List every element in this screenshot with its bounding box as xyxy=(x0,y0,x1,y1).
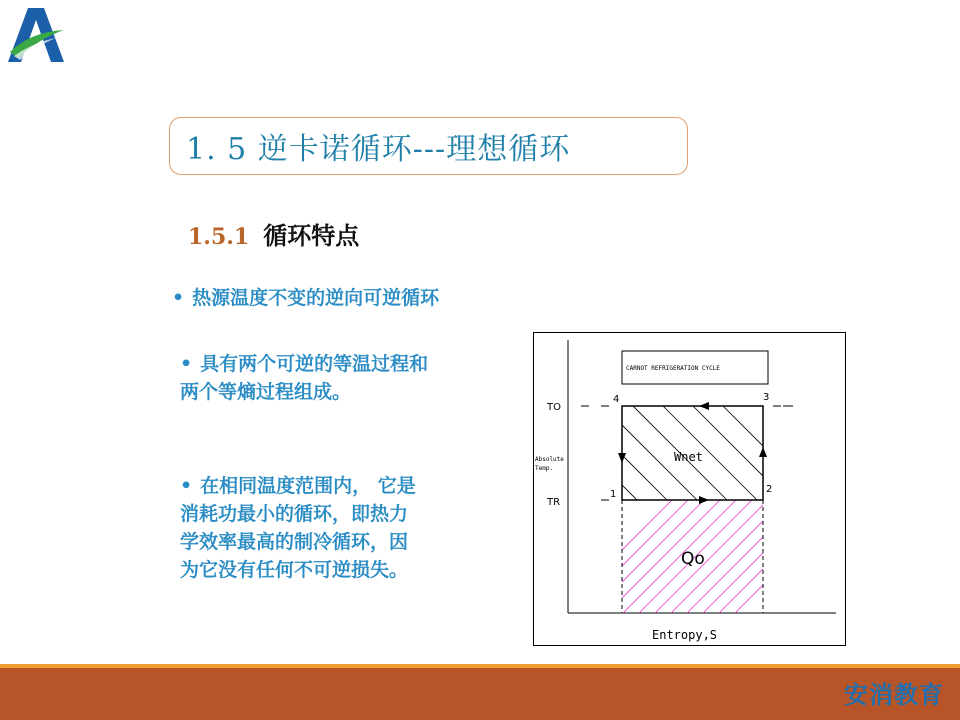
y-axis-label: Temp. xyxy=(535,465,554,472)
bullet-text: 为它没有任何不可逆损失。 xyxy=(180,559,409,581)
t-high-label: TO xyxy=(547,402,561,413)
slide-title-box xyxy=(169,117,688,175)
section-label: 循环特点 xyxy=(263,222,360,250)
x-axis-label: Entropy,S xyxy=(652,628,718,642)
point-label: 1 xyxy=(610,489,617,500)
work-label: Wnet xyxy=(674,450,703,464)
footer-bar xyxy=(0,668,960,720)
bullet-text: 具有两个可逆的等温过程和 xyxy=(200,353,429,375)
brand-name: 安消教育 xyxy=(844,681,944,709)
bullet-text: 在相同温度范围内， 它是 xyxy=(200,475,416,497)
bullet-item xyxy=(180,350,510,406)
point-label: 2 xyxy=(766,484,773,495)
point-label: 3 xyxy=(763,392,770,403)
bullet-item xyxy=(172,284,439,312)
legend-text: CARNOT REFRIGERATION CYCLE xyxy=(626,365,720,372)
bullet-dot: • xyxy=(172,287,185,309)
company-logo-icon xyxy=(6,6,66,64)
bullet-text: 热源温度不变的逆向可逆循环 xyxy=(192,287,440,309)
bullet-text: 消耗功最小的循环，即热力 xyxy=(180,503,409,525)
section-heading xyxy=(188,216,359,251)
bullet-item xyxy=(180,472,480,584)
carnot-ts-diagram xyxy=(533,332,846,646)
bullet-dot: • xyxy=(180,475,193,497)
y-axis-label: Absolute xyxy=(535,456,564,463)
section-number: 1.5.1 xyxy=(188,224,250,250)
slide-title: 1. 5 逆卡诺循环---理想循环 xyxy=(186,132,571,167)
bullet-text: 学效率最高的制冷循环，因 xyxy=(180,531,409,553)
heat-label: Qo xyxy=(681,549,705,569)
bullet-dot: • xyxy=(180,353,193,375)
t-low-label: TR xyxy=(547,497,561,508)
bullet-text: 两个等熵过程组成。 xyxy=(180,381,352,403)
point-label: 4 xyxy=(613,394,620,405)
